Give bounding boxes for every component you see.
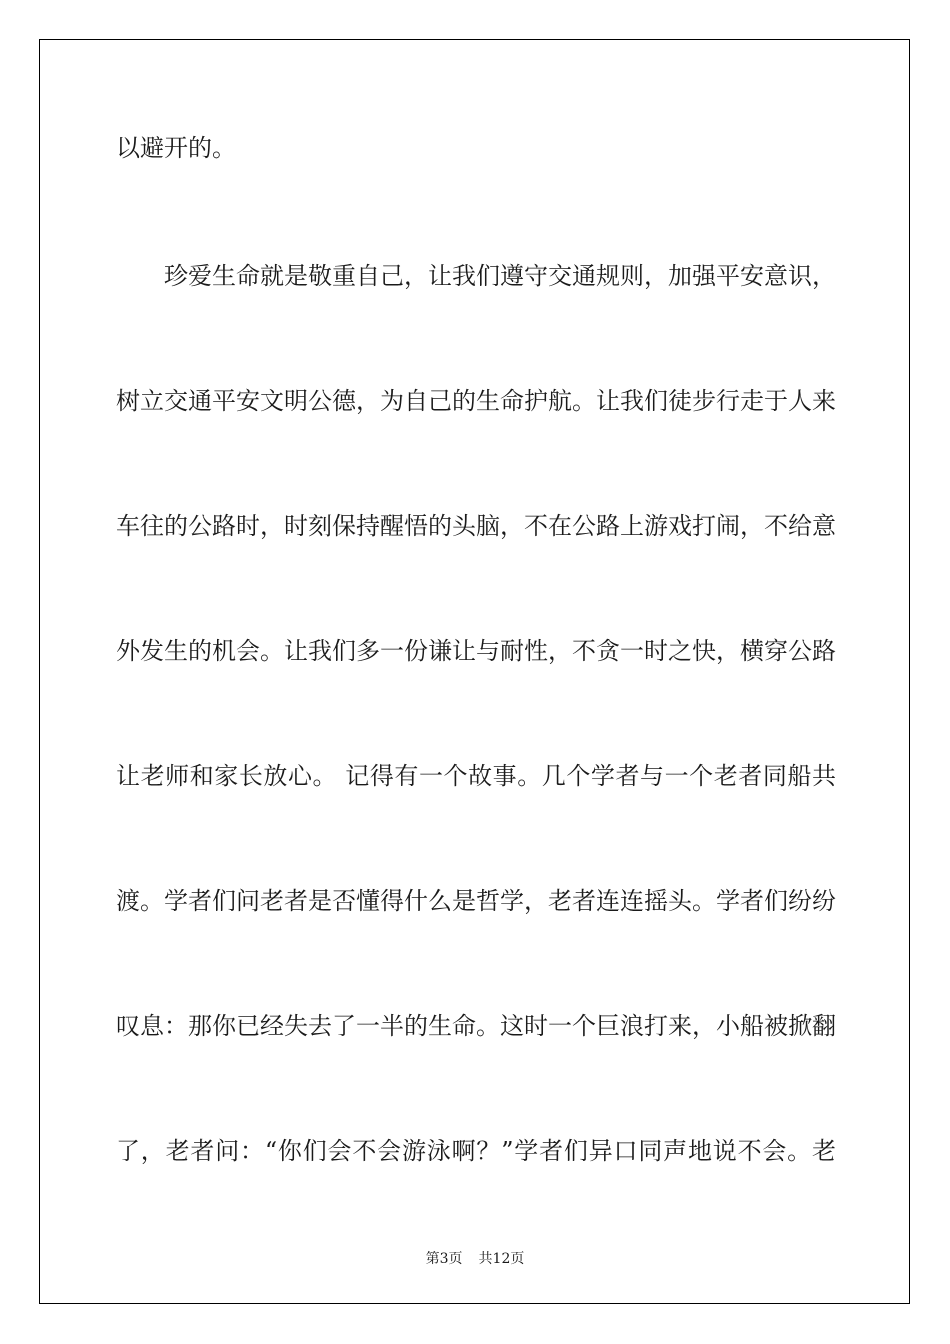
page-footer (0, 1248, 950, 1268)
paragraph-line: 渡。学者们问老者是否懂得什么是哲学，老者连连摇头。学者们纷纷 (116, 887, 836, 915)
paragraph-line: 以避开的。 (116, 134, 236, 162)
paragraph-line: 珍爱生命就是敬重自己，让我们遵守交通规则，加强平安意识， (164, 262, 836, 290)
paragraph-line: 外发生的机会。让我们多一份谦让与耐性，不贪一时之快，横穿公路 (116, 637, 836, 665)
paragraph-line: 车往的公路时，时刻保持醒悟的头脑，不在公路上游戏打闹，不给意 (116, 512, 836, 540)
paragraph-line: 让老师和家长放心。 记得有一个故事。几个学者与一个老者同船共 (116, 762, 836, 790)
page-total: 共12页 (478, 1251, 525, 1267)
page-border (39, 39, 910, 1304)
page-number: 第3页 (425, 1251, 463, 1267)
paragraph-line: 树立交通平安文明公德，为自己的生命护航。让我们徒步行走于人来 (116, 387, 836, 415)
paragraph-line: 叹息：那你已经失去了一半的生命。这时一个巨浪打来，小船被掀翻 (116, 1012, 836, 1040)
paragraph-line: 了，老者问：“你们会不会游泳啊？”学者们异口同声地说不会。老 (116, 1137, 836, 1165)
